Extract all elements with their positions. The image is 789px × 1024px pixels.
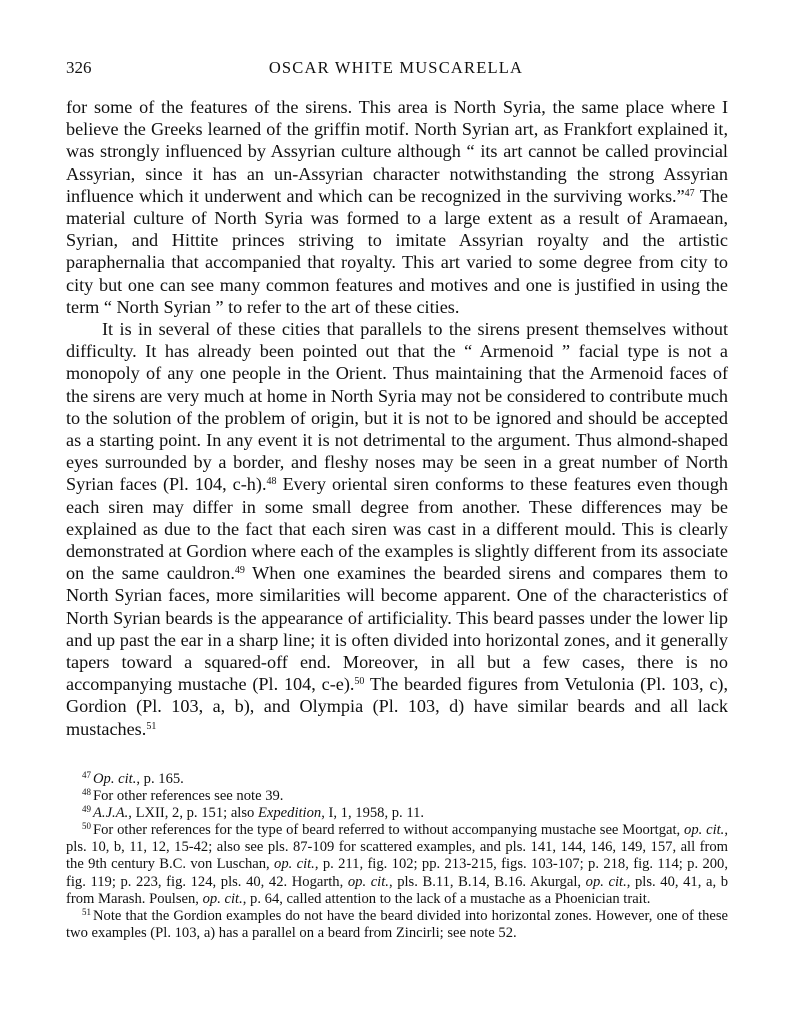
footnote-citation: op. cit. [274,856,315,873]
footnote-text: For other references see note 39. [93,788,284,805]
paragraph-2-part-3: When one examines the bearded sirens and compares them to North Syrian faces, more similarities will become apparent. One of the characteristics of North Syrian beards is the appearance of artificiality. This beard passes under the lower lip and up past the ear in a sharp line; it is often divided into horizontal zones, and it generally tapers toward a squared-off end. Moreover, in all but a few cases, there is no accompanying mustache (Pl. 104, c-e). [66,563,728,695]
body-text [66,96,728,740]
footnote-text: , p. 165. [136,771,184,787]
paragraph-2-part-4: The bearded figures from Vetulonia (Pl. 103, c), Gordion (Pl. 103, a, b), and Olympia (Pl. 103, d) have similar beards and all lack mustaches. [66,674,728,739]
footnote-47 [66,771,728,788]
footnote-citation: op. cit. [684,822,725,839]
footnote-citation: Expedition [257,805,322,822]
footnote-49 [66,805,728,822]
footnote-text: , pls. 10, b, 11, 12, 15-42; also see pls. 87-109 for scattered examples, and pls. 141, 144, 146, 149, 157, all from the 9th century B.C. von Luschan, [66,822,728,873]
footnote-text: For other references for the type of beard referred to without accompanying mustache see Moortgat, [93,822,685,839]
page-number: 326 [66,58,92,77]
footnote-ref-47[interactable]: 47 [684,187,695,199]
paragraph-2-part-2: Every oriental siren conforms to these features even though each siren may differ in some small degree from another. These differences may be explained as due to the fact that each siren was cast in a different mould. This is clearly demonstrated at Gordion where each of the examples is slightly different from its associate on the same cauldron. [66,474,729,584]
footnote-text: , p. 211, fig. 102; pp. 213-215, figs. 103-107; p. 218, fig. 114; p. 200, fig. 119; p. 223, fig. 124, pls. 40, 42. Hogarth, [66,856,728,890]
footnote-ref-48[interactable]: 48 [266,476,277,488]
paragraph-2 [66,318,728,740]
footnote-ref-51[interactable]: 51 [146,720,157,732]
paragraph-1 [66,96,728,318]
footnote-citation: A.J.A. [93,805,129,822]
footnote-text: Note that the Gordion examples do not have the beard divided into horizontal zones. However, one of these two examples (Pl. 103, a) has a parallel on a beard from Zincirli; see note 52. [66,907,728,941]
page-header [66,58,726,82]
footnote-number: 50 [82,821,91,832]
footnote-ref-50[interactable]: 50 [354,676,365,688]
running-title: OSCAR WHITE MUSCARELLA [268,58,524,77]
paragraph-2-part-1: It is in several of these cities that parallels to the sirens present themselves without difficulty. It has already been pointed out that the “ Armenoid ” facial type is not a monopoly of any one people in the Orient. Thus maintaining that the Armenoid faces of the sirens are very much at home in North Syria may not be considered to contribute much to the solution of the problem of origin, but it is not to be ignored and should be accepted as a starting point. In any event it is not detrimental to the argument. Thus almond-shaped eyes surrounded by a border, and fleshy noses may be seen in a great number of North Syrian faces (Pl. 104, c-h). [66,319,728,495]
footnote-citation: op. cit. [347,873,389,890]
footnote-text: , p. 64, called attention to the lack of a mustache as a Phoenician trait. [242,890,651,907]
footnote-51 [66,908,728,942]
paragraph-1-part-1: for some of the features of the sirens. This area is North Syria, the same place where I believe the Greeks learned of the griffin motif. North Syrian art, as Frankfort explained it, was strongly influenced by Assyrian culture although “ its art cannot be called provincial Assyrian, since it has an un-Assyrian character notwithstanding the strong Assyrian influence which it underwent and which can be recognized in the surviving works.” [66,97,728,206]
footnote-text: , pls. 40, 41, a, b from Marash. Poulsen, [66,873,728,907]
footnotes [66,771,728,942]
footnote-citation: op. cit. [202,890,243,907]
footnote-48 [66,788,728,805]
footnote-text: , pls. B.11, B.14, B.16. Akurgal, [388,873,586,890]
footnote-number: 47 [82,770,91,780]
paragraph-1-part-2: The material culture of North Syria was formed to a large extent as a result of Aramaean, Syrian, and Hittite princes striving to imitate Assyrian royalty and the artistic paraphernalia that accompanied that royalty. This art varied to some degree from city to city but one can see many common features and motives and one is justified in using the term “ North Syrian ” to refer to the art of these cities. [66,185,728,317]
footnote-number: 51 [82,906,91,917]
footnote-50 [66,822,728,907]
footnote-text: , I, 1, 1958, p. 11. [321,805,425,822]
footnote-citation: Op. cit. [93,771,137,787]
footnote-ref-49[interactable]: 49 [234,565,245,577]
footnote-citation: op. cit. [585,873,627,890]
footnote-number: 48 [82,787,91,798]
footnote-text: , LXII, 2, p. 151; also [128,805,258,822]
footnote-number: 49 [82,804,91,815]
